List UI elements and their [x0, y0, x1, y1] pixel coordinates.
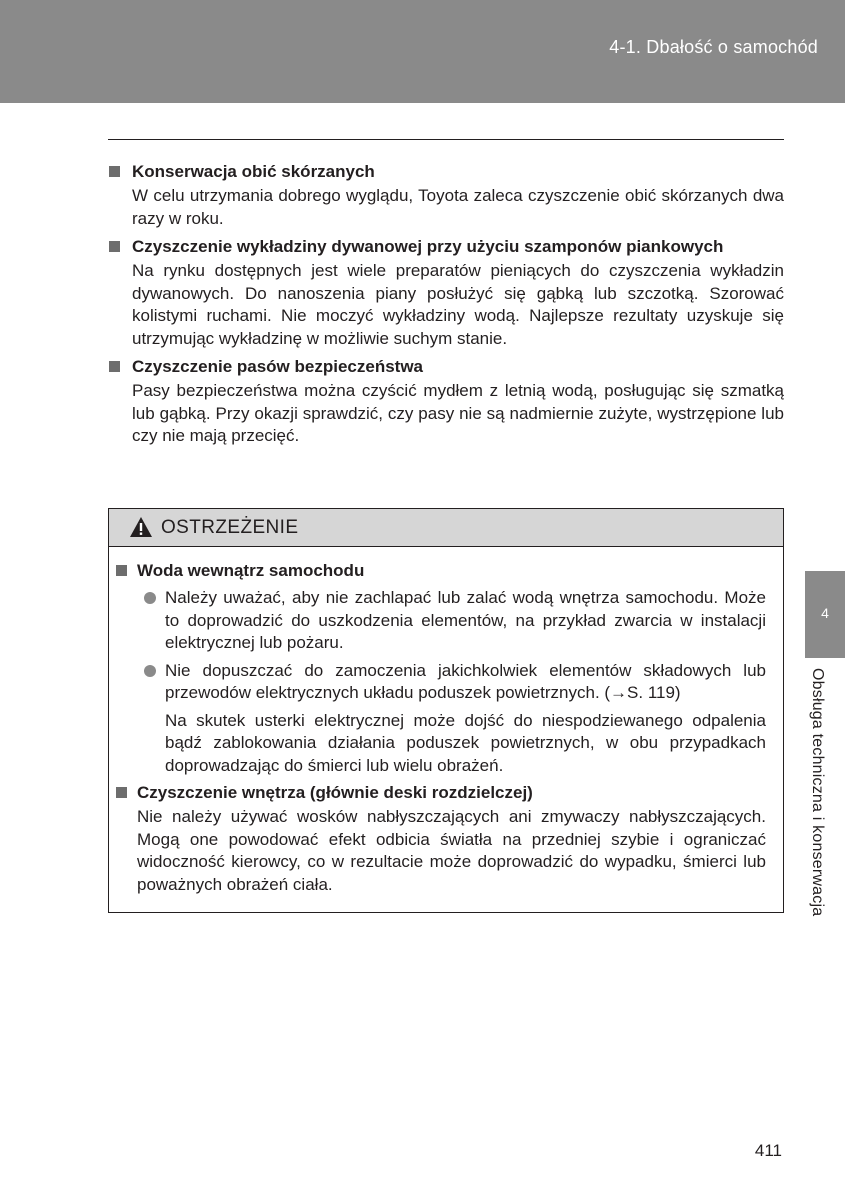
square-bullet-icon: [116, 787, 127, 798]
square-bullet-icon: [109, 241, 120, 252]
warning-bullet-continuation: Na skutek usterki elektrycznej może dojść do niespodziewanego odpalenia bądź zablokowania działania poduszek powietrznych, w obu przypadkach doprowadzając do śmierci lub wielu obrażeń.: [165, 710, 766, 775]
section-heading-carpet: Czyszczenie wykładziny dywanowej przy użyciu szamponów piankowych: [108, 235, 784, 258]
chapter-title: 4-1. Dbałość o samochód: [609, 37, 818, 57]
warning-bullet: Nie dopuszczać do zamoczenia jakichkolwiek elementów składowych lub przewodów elektrycznych układu poduszek powietrznych. (→S. 119): [121, 660, 766, 705]
section-body-seatbelts: Pasy bezpieczeństwa można czyścić mydłem z letnią wodą, posługując się szmatką lub gąbką. Przy okazji sprawdzić, czy pasy nie są nadmiernie zużyte, wystrzępione lub czy nie mają przecięć.: [132, 381, 784, 445]
warning-triangle-icon: [129, 516, 153, 538]
section-heading-leather: Konserwacja obić skórzanych: [108, 160, 784, 183]
chapter-number: 4: [821, 605, 829, 621]
chapter-header-bar: [0, 0, 845, 103]
warning-title: OSTRZEŻENIE: [161, 517, 299, 538]
warning-heading-interior: Czyszczenie wnętrza (głównie deski rozdzielczej): [115, 781, 766, 804]
page-number: 411: [754, 1141, 782, 1160]
section-body-leather: W celu utrzymania dobrego wyglądu, Toyota zaleca czyszczenie obić skórzanych dwa razy w roku.: [132, 186, 784, 228]
square-bullet-icon: [116, 565, 127, 576]
main-content: [108, 160, 784, 453]
round-bullet-icon: [144, 665, 156, 677]
round-bullet-icon: [144, 592, 156, 604]
square-bullet-icon: [109, 361, 120, 372]
divider-rule: [108, 139, 784, 140]
chapter-side-label: Obsługa techniczna i konserwacja: [809, 668, 826, 917]
chapter-side-tab: [805, 571, 845, 658]
warning-body: [109, 547, 783, 896]
square-bullet-icon: [109, 166, 120, 177]
warning-header: [109, 509, 783, 547]
section-body-carpet: Na rynku dostępnych jest wiele preparatów pieniących do czyszczenia wykładzin dywanowych. Do nanoszenia piany posłużyć się gąbką lub szczotką. Szorować kolistymi ruchami. Nie moczyć wykładziny wodą. Najlepsze rezultaty uzyskuje się utrzymując wykładzinę w możliwie suchym stanie.: [132, 261, 784, 348]
warning-heading-water: Woda wewnątrz samochodu: [115, 559, 766, 582]
warning-body-interior: Nie należy używać wosków nabłyszczających ani zmywaczy nabłyszczających. Mogą one powodować efekt odbicia światła na przedniej szybie i ograniczać widoczność kierowcy, co w rezultacie może doprowadzić do wypadku, śmierci lub poważnych obrażeń ciała.: [137, 807, 766, 894]
section-heading-seatbelts: Czyszczenie pasów bezpieczeństwa: [108, 355, 784, 378]
warning-bullet: Należy uważać, aby nie zachlapać lub zalać wodą wnętrza samochodu. Może to doprowadzić do uszkodzenia elementów, na przykład zwarcia w instalacji elektrycznej lub pożaru.: [121, 587, 766, 655]
warning-box: [108, 508, 784, 913]
